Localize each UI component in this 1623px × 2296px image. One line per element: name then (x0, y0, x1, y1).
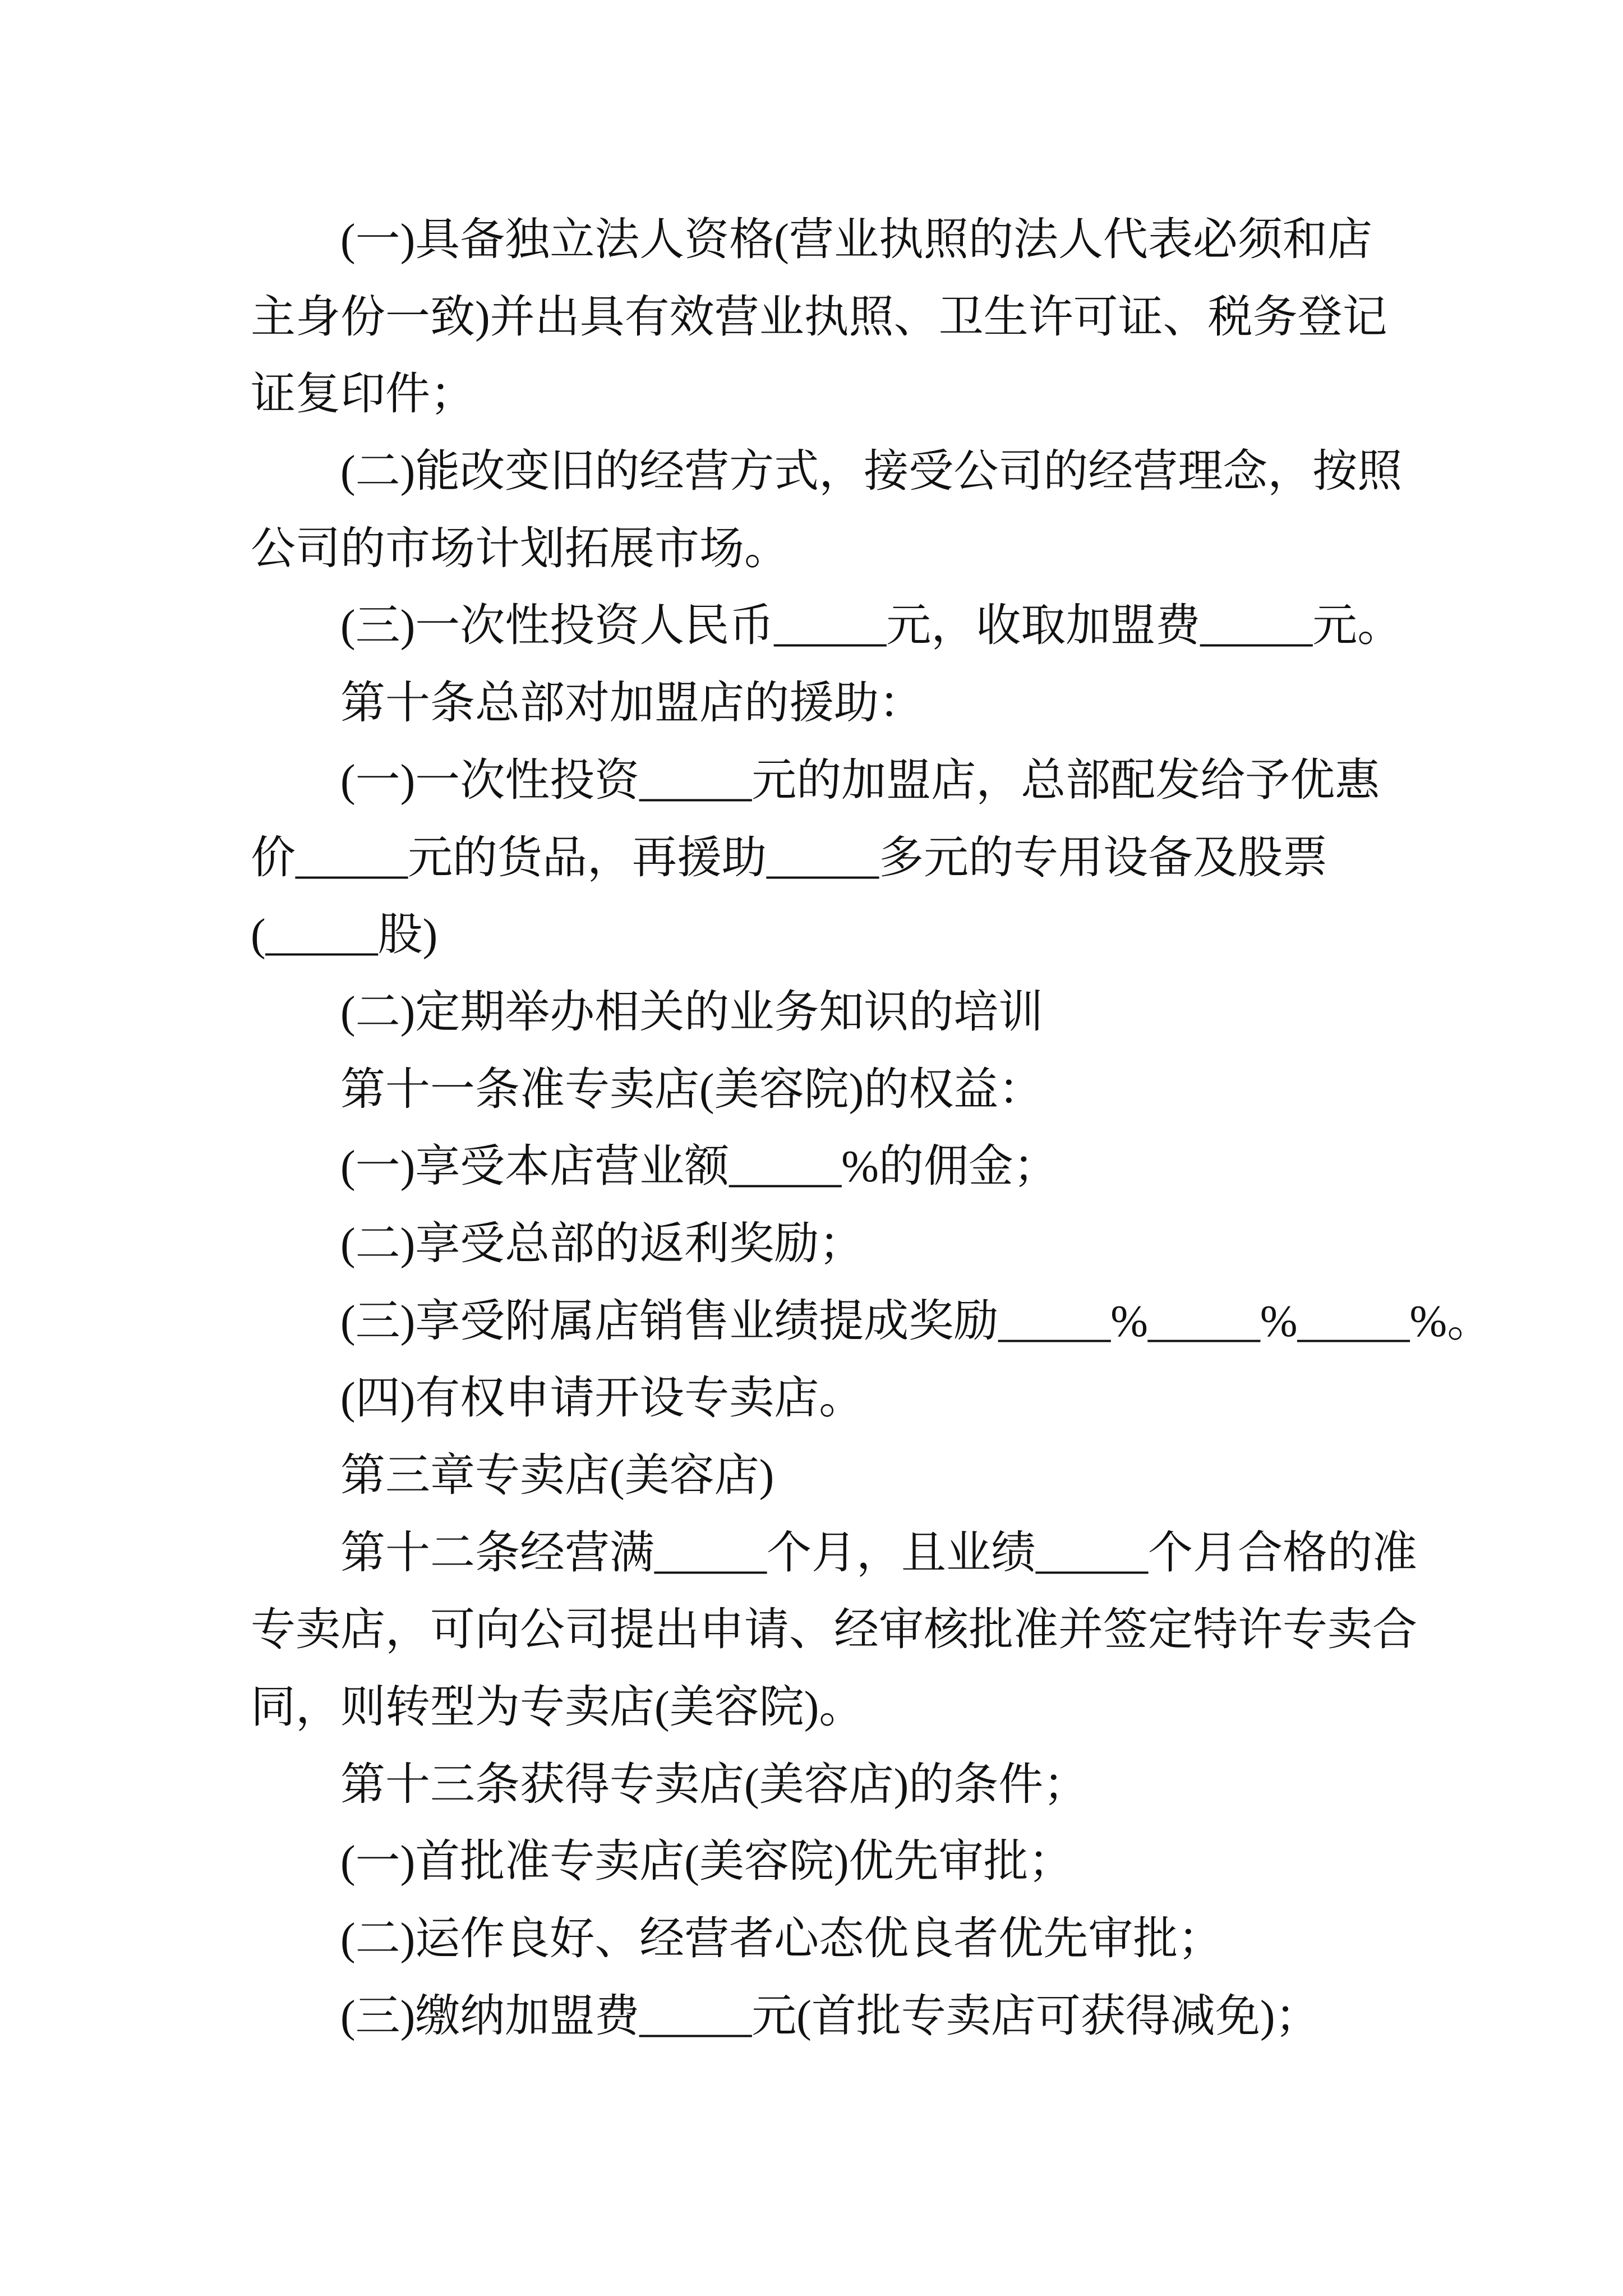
text-line: 第十一条准专卖店(美容院)的权益： (340, 1065, 1044, 1115)
condition-item-1 (251, 1824, 1597, 1901)
text-line: 第十二条经营满_____个月，且业绩_____个月合格的准 (340, 1528, 1417, 1578)
text-line: 主身份一致)并出具有效营业执照、卫生许可证、税务登记 (251, 292, 1387, 342)
text-line: (二)运作良好、经营者心态优良者优先审批； (340, 1915, 1223, 1964)
text-line: (三)享受附属店销售业绩提成奖励_____%_____%_____%。 (340, 1296, 1492, 1346)
article-13-heading (251, 1747, 1597, 1824)
article-11-heading (251, 1052, 1597, 1129)
condition-item-2 (251, 1901, 1597, 1978)
text-line: (三)一次性投资人民币_____元，收取加盟费_____元。 (340, 601, 1403, 651)
text-line: 专卖店，可向公司提出申请、经审核批准并签定特许专卖合 (251, 1605, 1417, 1655)
text-line: (四)有权申请开设专卖店。 (340, 1374, 864, 1424)
text-line: (_____股) (251, 910, 438, 960)
article-10-heading (251, 665, 1597, 743)
text-line: 证复印件； (251, 370, 475, 420)
text-line: (一)具备独立法人资格(营业执照的法人代表必须和店 (340, 215, 1372, 265)
rights-item-2 (251, 1206, 1597, 1283)
chapter-3-heading (251, 1438, 1597, 1515)
text-line: (二)能改变旧的经营方式，接受公司的经营理念，按照 (340, 447, 1403, 497)
support-item-1 (251, 743, 1597, 974)
rights-item-3 (251, 1283, 1597, 1361)
text-line: (二)定期举办相关的业务知识的培训 (340, 987, 1044, 1037)
text-line: 公司的市场计划拓展市场。 (251, 524, 789, 574)
text-line: (一)首批准专卖店(美容院)优先审批； (340, 1837, 1073, 1887)
text-line: (三)缴纳加盟费_____元(首批专卖店可获得减免)； (340, 1991, 1320, 2041)
document-page (251, 202, 1597, 2056)
text-line: (一)一次性投资_____元的加盟店，总部配发给予优惠 (340, 756, 1380, 806)
text-line: 第十三条获得专卖店(美容店)的条件； (340, 1760, 1089, 1810)
text-line: 第十条总部对加盟店的援助： (340, 679, 924, 729)
text-line: 第三章专卖店(美容店) (340, 1451, 774, 1501)
text-line: 价_____元的货品，再援助_____多元的专用设备及股票 (251, 833, 1327, 883)
article-12-paragraph (251, 1515, 1597, 1747)
rights-item-4 (251, 1360, 1597, 1438)
text-line: 同，则转型为专卖店(美容院)。 (251, 1683, 864, 1733)
text-line: (二)享受总部的返利奖励； (340, 1219, 864, 1269)
qualification-item-3 (251, 588, 1597, 665)
qualification-item-2 (251, 434, 1597, 588)
text-line: (一)享受本店营业额_____%的佣金； (340, 1142, 1058, 1192)
rights-item-1 (251, 1129, 1597, 1206)
qualification-item-1 (251, 202, 1597, 434)
support-item-2 (251, 974, 1597, 1052)
condition-item-3 (251, 1978, 1597, 2056)
